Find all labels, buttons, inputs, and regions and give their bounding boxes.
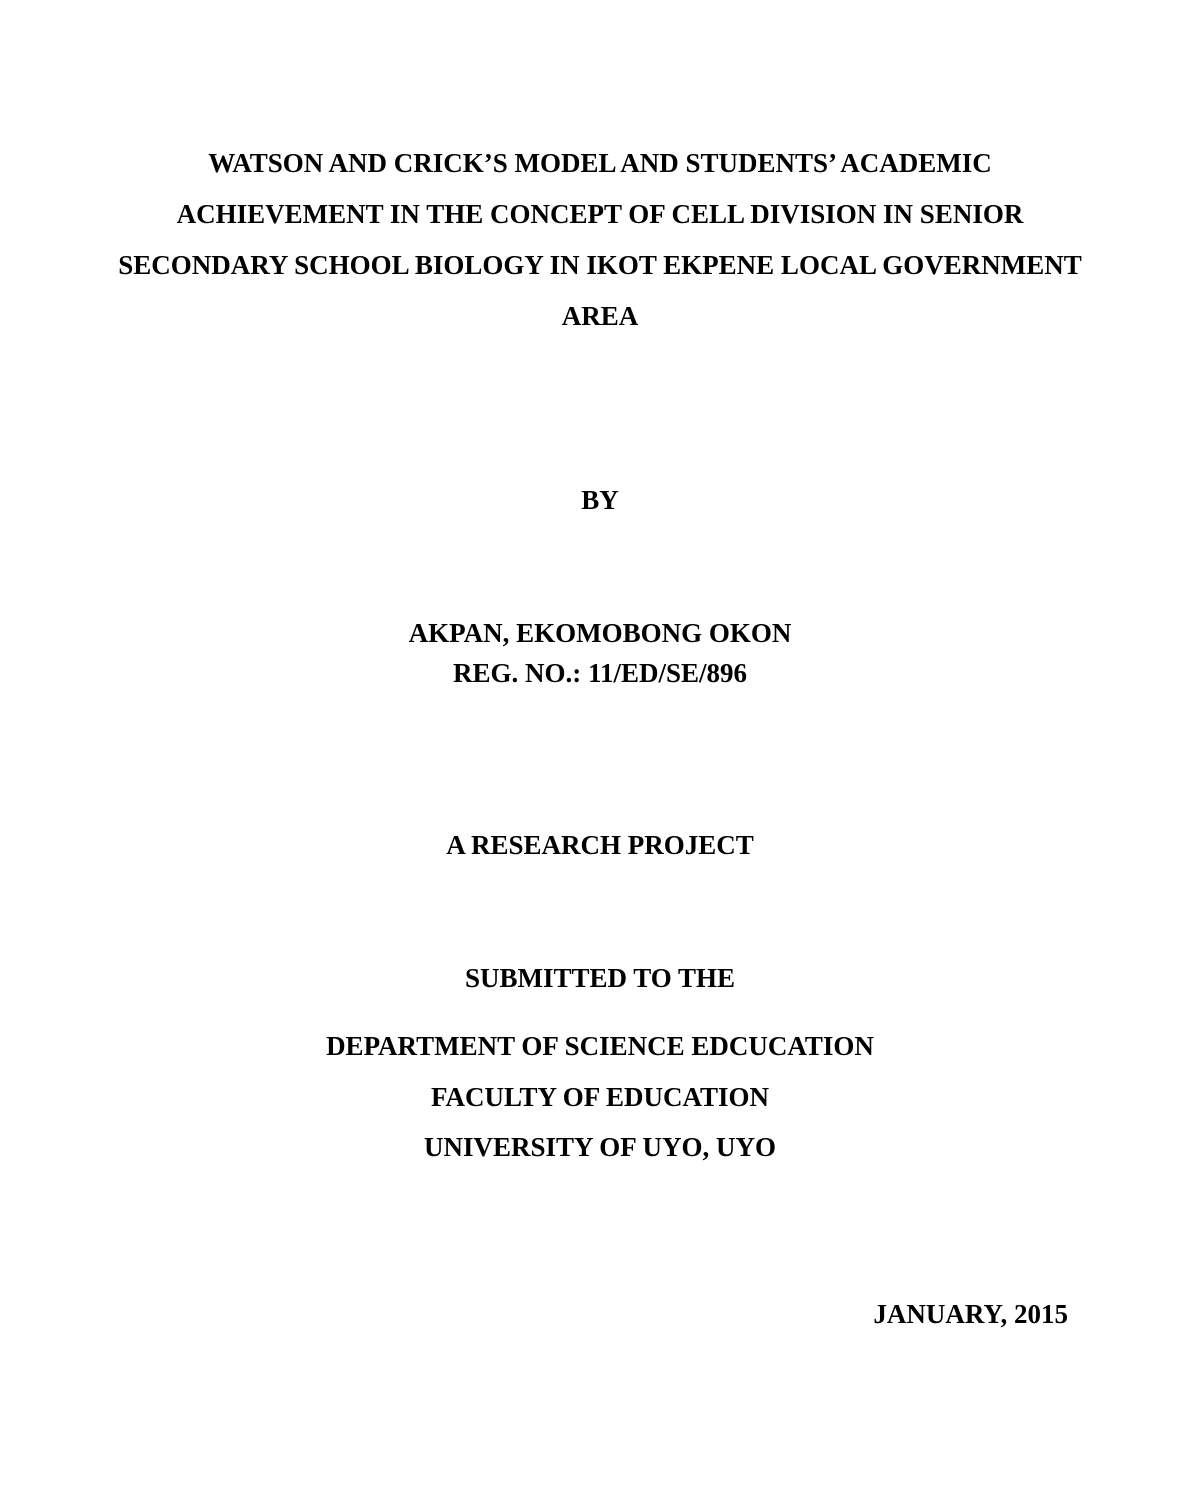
registration-number: REG. NO.: 11/ED/SE/896 xyxy=(452,658,748,688)
author-name: AKPAN, EKOMOBONG OKON xyxy=(408,618,792,648)
thesis-title-line-3: SECONDARY SCHOOL BIOLOGY IN IKOT EKPENE LOCAL GOVERNMENT xyxy=(118,250,1082,280)
submission-date: JANUARY, 2015 xyxy=(873,1299,1068,1329)
thesis-title-line-1: WATSON AND CRICK’S MODEL AND STUDENTS’ ACADEMIC xyxy=(208,148,992,178)
university-name: UNIVERSITY OF UYO, UYO xyxy=(423,1132,777,1162)
department-name: DEPARTMENT OF SCIENCE EDCUCATION xyxy=(326,1031,874,1061)
project-type: A RESEARCH PROJECT xyxy=(446,830,754,860)
thesis-title-line-2: ACHIEVEMENT IN THE CONCEPT OF CELL DIVISION IN SENIOR xyxy=(176,199,1024,229)
submitted-to: SUBMITTED TO THE xyxy=(464,963,736,993)
thesis-title-line-4: AREA xyxy=(561,301,639,331)
faculty-name: FACULTY OF EDUCATION xyxy=(430,1082,770,1112)
by-label: BY xyxy=(581,485,619,515)
